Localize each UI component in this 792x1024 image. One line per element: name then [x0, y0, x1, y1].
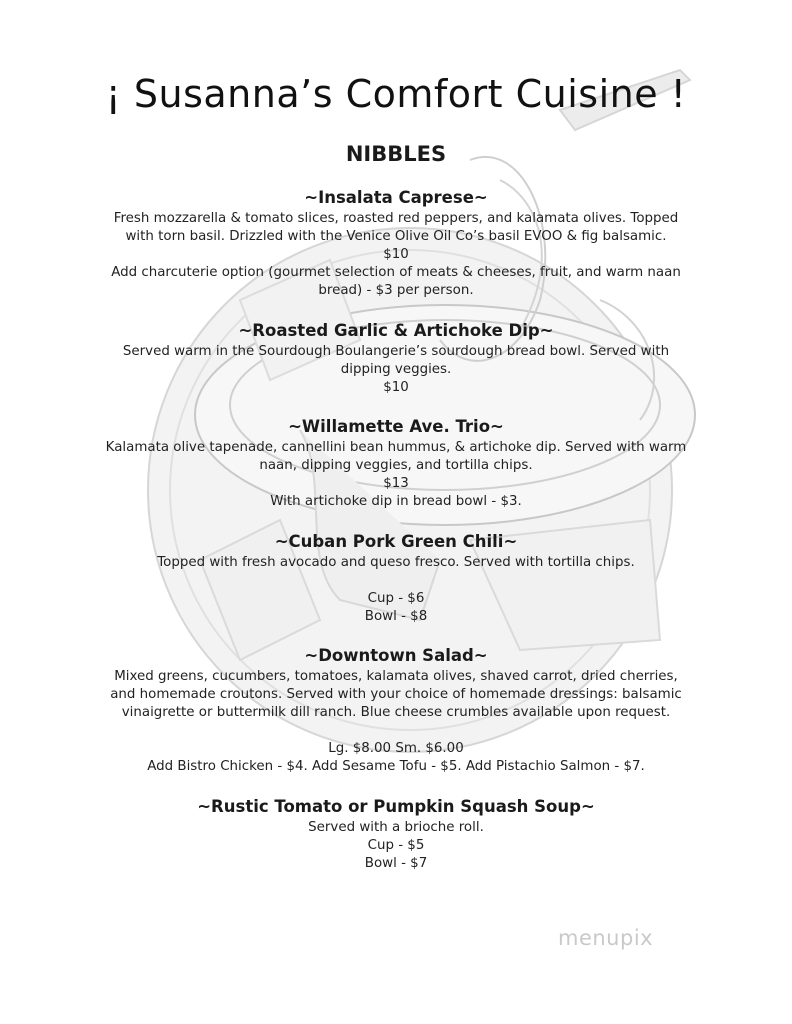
spacer	[70, 722, 722, 740]
menu-item-name: ~Willamette Ave. Trio~	[288, 417, 504, 436]
menu-item-price: $10	[383, 380, 409, 395]
menu-item-downtown-salad	[70, 645, 722, 776]
menu-item-description: naan, dipping veggies, and tortilla chips.	[259, 458, 533, 473]
menu-item-addon: bread) - $3 per person.	[318, 283, 474, 298]
menu-item-price: Cup - $5	[367, 838, 425, 853]
menu-item-price: Bowl - $8	[364, 609, 428, 624]
menu-item-cuban-pork-green-chili	[70, 531, 722, 626]
menu-item-roasted-garlic-artichoke-dip	[70, 320, 722, 397]
menu-item-willamette-ave-trio	[70, 416, 722, 511]
menu-item-description: Kalamata olive tapenade, cannellini bean hummus, & artichoke dip. Served with warm	[105, 440, 687, 455]
menu-item-name: ~Downtown Salad~	[304, 646, 488, 665]
menu-item-name: ~Insalata Caprese~	[304, 188, 488, 207]
menu-item-rustic-soup	[70, 796, 722, 873]
menu-item-description: Served with a brioche roll.	[308, 820, 484, 835]
menu-item-price: Bowl - $7	[364, 856, 428, 871]
menu-item-price: $10	[383, 247, 409, 262]
menu-item-price: $13	[383, 476, 409, 491]
menu-item-name: ~Cuban Pork Green Chili~	[274, 532, 518, 551]
menu-item-name: ~Rustic Tomato or Pumpkin Squash Soup~	[197, 797, 595, 816]
menu-item-description: and homemade croutons. Served with your choice of homemade dressings: balsamic	[110, 687, 682, 702]
menu-item-description: Fresh mozzarella & tomato slices, roasted red peppers, and kalamata olives. Topped	[113, 211, 679, 226]
menu-item-description: with torn basil. Drizzled with the Venice Olive Oil Co’s basil EVOO & fig balsamic.	[125, 229, 667, 244]
restaurant-title: ¡ Susanna’s Comfort Cuisine !	[105, 72, 687, 116]
menu-item-description: vinaigrette or buttermilk dill ranch. Blue cheese crumbles available upon request.	[121, 705, 671, 720]
menu-item-addon: Add charcuterie option (gourmet selection of meats & cheeses, fruit, and warm naan	[111, 265, 681, 280]
menu-item-price: Lg. $8.00 Sm. $6.00	[328, 741, 464, 756]
menu-item-insalata-caprese	[70, 187, 722, 300]
menu-item-addon: Add Bistro Chicken - $4. Add Sesame Tofu - $5. Add Pistachio Salmon - $7.	[147, 759, 645, 774]
menu-item-addon: With artichoke dip in bread bowl - $3.	[270, 494, 522, 509]
menu-item-name: ~Roasted Garlic & Artichoke Dip~	[238, 321, 554, 340]
menu-item-description: Topped with fresh avocado and queso fresco. Served with tortilla chips.	[157, 555, 635, 570]
menu-item-description: dipping veggies.	[340, 362, 452, 377]
menu-item-description: Served warm in the Sourdough Boulangerie’s sourdough bread bowl. Served with	[122, 344, 670, 359]
spacer	[70, 572, 722, 590]
menu-item-price: Cup - $6	[367, 591, 425, 606]
watermark-text: menupix	[558, 926, 654, 950]
section-title-nibbles: NIBBLES	[345, 142, 447, 166]
menu-item-description: Mixed greens, cucumbers, tomatoes, kalamata olives, shaved carrot, dried cherries,	[114, 669, 678, 684]
